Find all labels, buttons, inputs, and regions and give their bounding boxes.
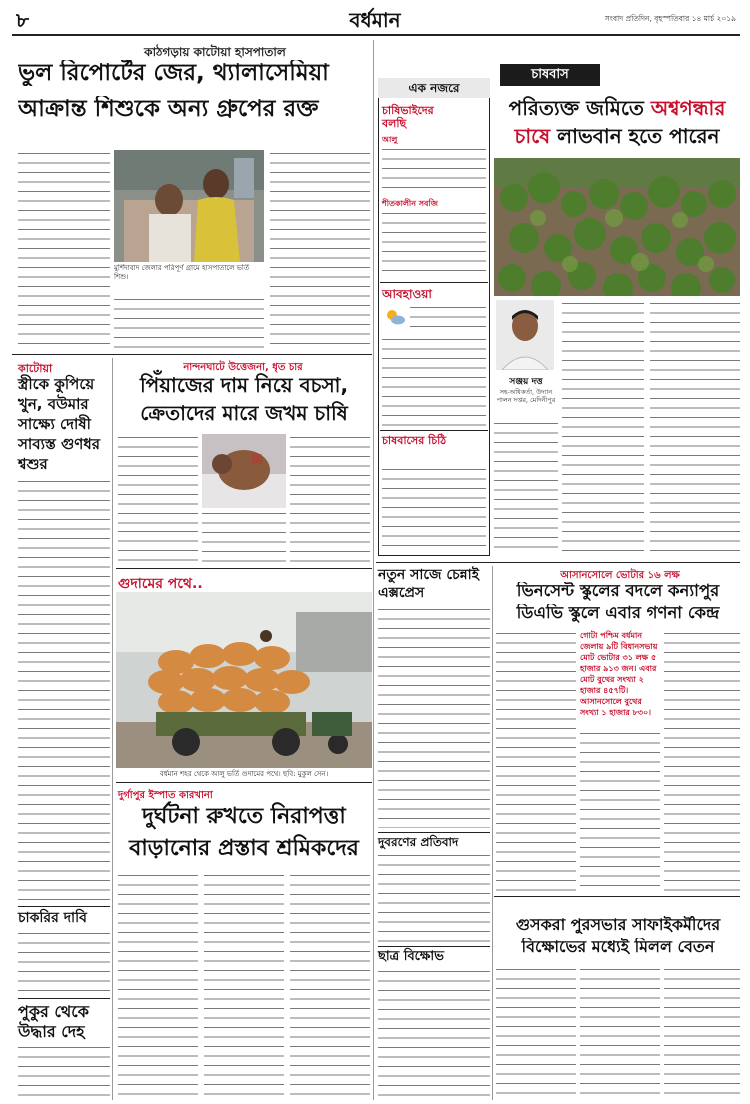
right-sub-divider <box>492 566 493 1100</box>
onion-body-col-3 <box>290 434 370 566</box>
train-body <box>378 606 490 828</box>
author-photo <box>496 300 554 370</box>
glance-weather-body <box>410 304 486 334</box>
author-role: সহ-অধিকর্তা, উদ্যান পালন দপ্তর, মেদিনীপুর <box>496 388 556 404</box>
onion-rule <box>116 568 372 569</box>
katwa-headline: স্ত্রীকে কুপিয়ে খুন, বউমার সাক্ষ্যে দোষী সাব্যস্ত গুণধর শ্বশুর <box>18 375 100 473</box>
lead-headline-line-1: ভুল রিপোর্টের জের, থ্যালাসেমিয়া <box>18 60 329 86</box>
farming-headline-line-2 <box>494 122 740 155</box>
vincent-headline-line-2: ডিএভি স্কুলে এবার গণনা কেন্দ্র <box>516 604 720 622</box>
onion-headline-line-1: পিঁয়াজের দাম নিয়ে বচসা, <box>139 373 349 397</box>
katwa-label: কাটোয়া <box>18 362 53 375</box>
vincent-kicker: আসানসোলে ভোটার ১৬ লক্ষ <box>560 570 680 581</box>
farming-headline-1-plain: পরিত্যক্ত জমিতে <box>508 96 651 120</box>
center-column-divider <box>373 40 374 1100</box>
godown-rule <box>116 782 372 783</box>
guskara-body-col-2 <box>580 966 660 1100</box>
onion-body-col-1-lower <box>118 528 198 566</box>
glance-rule-1 <box>380 282 488 283</box>
glance-section-3: চাষবাসের চিঠি <box>382 434 447 447</box>
godown-caption: বর্ধমান শহর থেকে আলু ভর্তি গুদামের পথে। ছবি: মুকুল সেন। <box>159 770 329 778</box>
durbar-rule <box>378 946 490 947</box>
lead-body-under-photo <box>114 296 264 350</box>
farming-bottom-rule <box>376 562 740 563</box>
glance-body-1 <box>382 146 486 194</box>
glance-section-2: আবহাওয়া <box>382 287 432 301</box>
guskara-headline-line-2: বিক্ষোভের মধ্যেই মিলল বেতন <box>521 938 715 956</box>
author-name: সঞ্জয় দত্ত <box>509 377 543 387</box>
glance-section-1: চাষিভাইদের বলছি <box>382 104 434 130</box>
guskara-body-col-3 <box>664 966 740 1100</box>
masthead <box>0 0 750 34</box>
page-number: ৮ <box>16 8 29 32</box>
vincent-body-col-2 <box>580 730 660 892</box>
vincent-body-col-3 <box>664 630 740 892</box>
train-rule <box>378 832 490 833</box>
vincent-rule <box>494 896 740 897</box>
pond-headline: পুকুর থেকে উদ্ধার দেহ <box>18 1002 89 1041</box>
onion-headline-line-2: ক্রেতাদের মারে জখম চাষি <box>140 401 348 425</box>
onion-body-under-photo <box>202 510 286 566</box>
guskara-body-col-1 <box>496 966 576 1100</box>
glance-body-2 <box>382 210 486 278</box>
lead-kicker: কাঠগড়ায় কাটোয়া হাসপাতাল <box>144 45 286 59</box>
godown-photo <box>116 592 372 768</box>
farming-headline-2-red: চাষে <box>514 124 551 148</box>
farming-headline-2-plain: লাভবান হতে পারেন <box>550 124 720 148</box>
glance-sub-2: শীতকালীন সবজি <box>382 199 438 208</box>
vincent-stat-box: গোটা পশ্চিম বর্ধমান জেলায় ৯টি বিধানসভায় মোট ভোটার ৩১ লক্ষ ৫ হাজার ৯১৩ জন। এবার মোট বুথের সংখ্যা ২ হাজার ৪৫৭টি। আসানসোলে বুথের সংখ্যা ১ হাজার ৮৩০। <box>580 631 658 717</box>
farming-tag: চাষবাস <box>500 64 600 86</box>
farming-body-col-1 <box>494 420 558 556</box>
paper-name: বর্ধমান <box>349 8 401 32</box>
weather-icon <box>384 306 406 328</box>
onion-photo <box>202 434 286 508</box>
train-headline: নতুন সাজে চেন্নাই এক্সপ্রেস <box>378 567 479 601</box>
steel-body-col-3 <box>290 872 370 1100</box>
lead-photo-caption: মুর্শিদাবাদ জেলার পরিপূর্ণ গ্রামে হাসপাতালে ভর্তি শিশু। <box>114 264 250 281</box>
durbar-headline: দুবরণের প্রতিবাদ <box>378 835 459 849</box>
vincent-body-col-1 <box>496 630 576 892</box>
masthead-rule <box>12 34 740 36</box>
durbar-body <box>378 852 490 942</box>
steel-body-col-1 <box>118 872 198 1100</box>
date-line: সংবাদ প্রতিদিন, বৃহস্পতিবার ১৪ মার্চ ২০১৯ <box>604 14 736 23</box>
glance-weather-body-2 <box>382 336 486 426</box>
lead-body-col-3 <box>270 150 370 350</box>
lead-body-col-1 <box>18 150 110 350</box>
godown-headline: গুদামের পথে.. <box>118 576 203 592</box>
katwa-body <box>18 478 110 902</box>
lead-bottom-rule <box>12 354 372 355</box>
steel-headline-line-1: দুর্ঘটনা রুখতে নিরাপত্তা <box>142 804 346 829</box>
steel-headline-line-2: বাড়ানোর প্রস্তাব শ্রমিকদের <box>129 836 359 861</box>
glance-sub-1: আলু <box>382 135 398 144</box>
glance-title: এক নজরে <box>378 78 490 98</box>
vincent-headline-line-1: ভিনসেন্ট স্কুলের বদলে কন্যাপুর <box>516 582 720 600</box>
farming-body-col-3 <box>650 300 740 556</box>
farming-body-col-2 <box>562 300 644 556</box>
student-headline: ছাত্র বিক্ষোভ <box>378 949 444 964</box>
demand-rule <box>18 998 110 999</box>
glance-letter-body <box>382 466 486 552</box>
steel-kicker: দুর্গাপুর ইস্পাত কারখানা <box>118 790 213 801</box>
demand-body <box>18 930 110 996</box>
left-column-divider <box>112 358 113 1100</box>
steel-body-col-2 <box>204 872 284 1100</box>
pond-body <box>18 1044 110 1100</box>
demand-headline: চাকরির দাবি <box>18 910 87 926</box>
onion-kicker: নান্দনঘাটে উত্তেজনা, ধৃত চার <box>183 362 303 373</box>
guskara-headline-line-1: গুসকরা পুরসভার সাফাইকর্মীদের <box>515 916 721 934</box>
lead-headline-line-2: আক্রান্ত শিশুকে অন্য গ্রুপের রক্ত <box>18 96 319 122</box>
farming-headline-1-red: অশ্বগন্ধার <box>650 96 726 120</box>
student-body <box>378 968 490 1100</box>
onion-body-col-1 <box>118 434 198 526</box>
lead-photo <box>114 150 264 262</box>
farming-photo <box>494 158 740 296</box>
katwa-rule <box>18 906 110 907</box>
glance-rule-2 <box>380 430 488 431</box>
